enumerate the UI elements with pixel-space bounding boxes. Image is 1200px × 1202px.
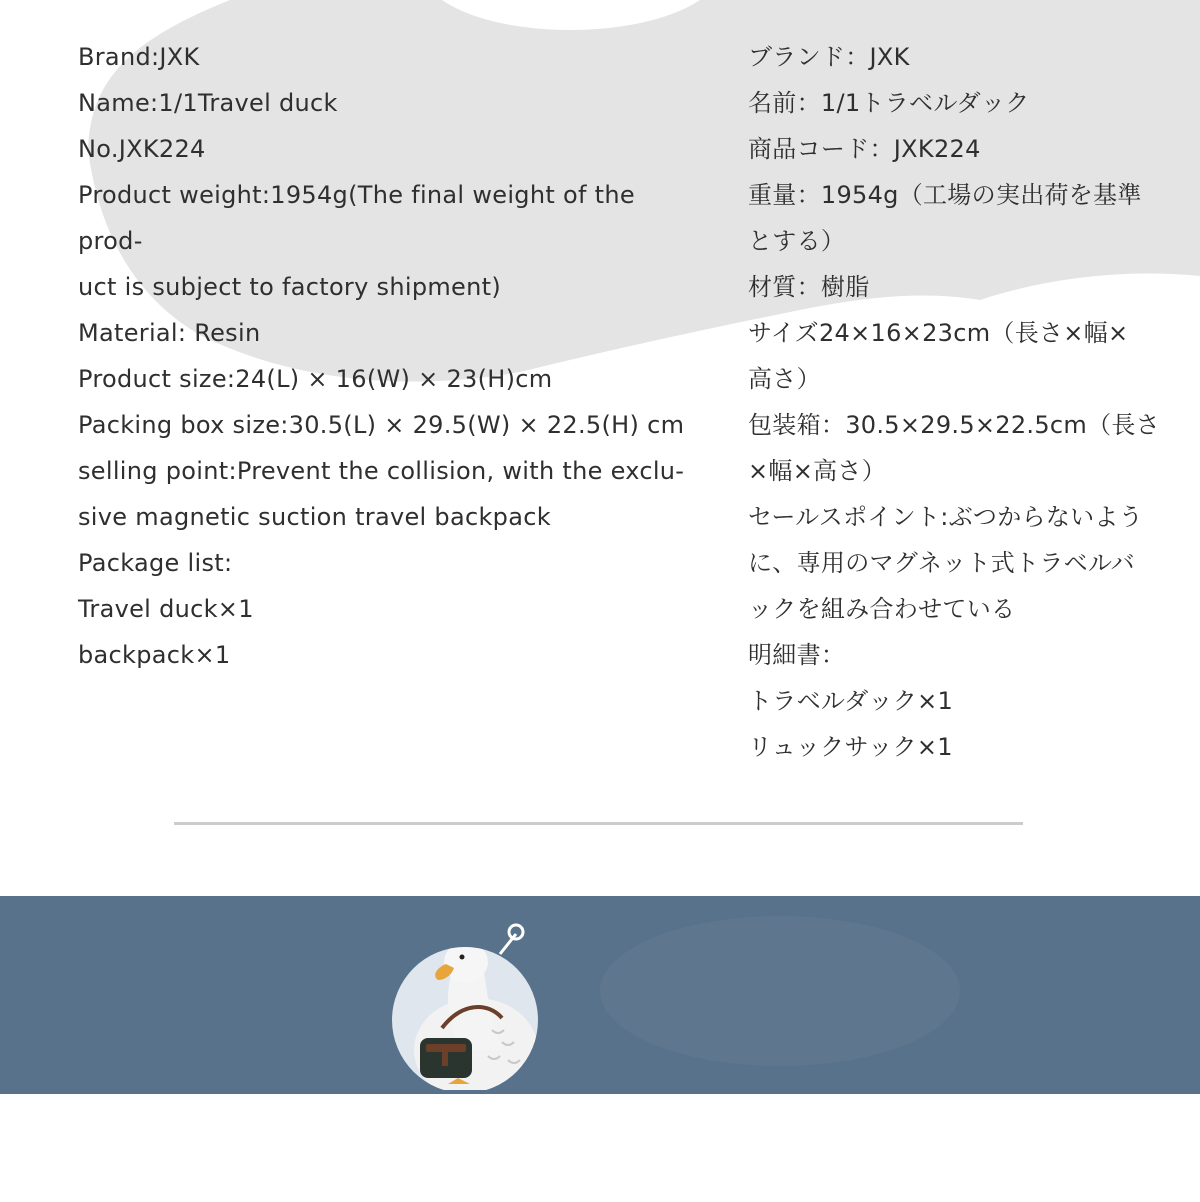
spec-box-size-ja: 包装箱：30.5×29.5×22.5cm（長さ ×幅×高さ）: [748, 411, 1161, 485]
banner-glow: [600, 916, 960, 1066]
spec-package-item-backpack-ja: リュックサック×1: [748, 733, 953, 761]
spec-code-ja: 商品コード：JXK224: [748, 135, 981, 163]
spec-material-ja: 材質：樹脂: [748, 273, 870, 301]
spec-package-item-duck-ja: トラベルダック×1: [748, 687, 954, 715]
spec-package-list-ja: 明細書：: [748, 641, 846, 669]
spec-weight-ja: 重量：1954g（工場の実出荷を基準 とする）: [748, 181, 1142, 255]
spec-name-en: Name:1/1Travel duck: [78, 89, 338, 117]
duck-badge-icon: [392, 910, 552, 1090]
footer-banner: [0, 896, 1200, 1094]
spec-number-en: No.JXK224: [78, 135, 206, 163]
spec-box-size-en: Packing box size:30.5(L) × 29.5(W) × 22.5(H) cm: [78, 411, 685, 439]
spec-brand-ja: ブランド：JXK: [748, 43, 910, 71]
english-spec-list: [78, 34, 698, 678]
spec-package-list-en: Package list:: [78, 549, 233, 577]
spec-package-item-backpack-en: backpack×1: [78, 641, 231, 669]
section-divider: [174, 822, 1023, 825]
spec-package-item-duck-en: Travel duck×1: [78, 595, 254, 623]
spec-name-ja: 名前：1/1トラベルダック: [748, 89, 1030, 117]
spec-size-ja: サイズ24×16×23cm（長さ×幅× 高さ）: [748, 319, 1129, 393]
japanese-spec-list: [748, 34, 1168, 770]
spec-weight-en: Product weight:1954g(The final weight of the prod- uct is subject to factory shipment): [78, 181, 635, 301]
spec-selling-point-en: selling point:Prevent the collision, with the exclu- sive magnetic suction travel backpack: [78, 457, 685, 531]
spec-material-en: Material: Resin: [78, 319, 261, 347]
spec-size-en: Product size:24(L) × 16(W) × 23(H)cm: [78, 365, 553, 393]
spec-brand-en: Brand:JXK: [78, 43, 200, 71]
spec-selling-point-ja: セールスポイント:ぶつからないよう に、専用のマグネット式トラベルバ ックを組み合わせている: [748, 503, 1144, 623]
